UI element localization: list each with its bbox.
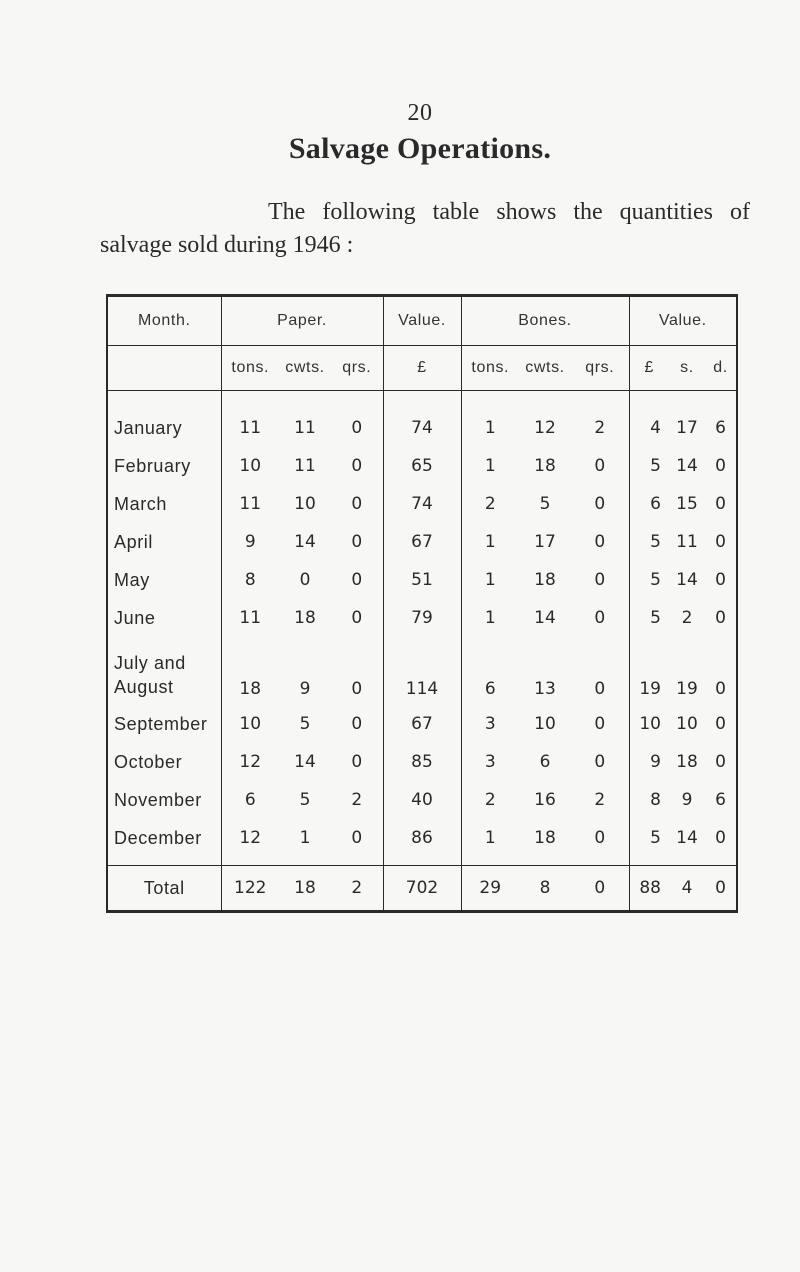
table-row: [107, 705, 737, 743]
cell-p-qrs: 0: [331, 637, 383, 705]
cell-b-tons: 1: [484, 532, 496, 552]
cell-p-qrs: 0: [331, 391, 383, 448]
cell-v-d: 0: [715, 456, 726, 476]
cell-p-cwts: 1: [299, 828, 311, 848]
units-paper-cwts: cwts.: [279, 346, 331, 391]
units-bones-cwts: cwts.: [519, 346, 571, 391]
total-p-qrs: 2: [331, 866, 383, 912]
cell-v-s: 14: [676, 570, 698, 590]
cell-month: November: [107, 781, 221, 819]
salvage-table: [106, 294, 738, 913]
cell-b-tons: 1: [484, 828, 496, 848]
cell-month: September: [107, 705, 221, 743]
table-row: [107, 743, 737, 781]
cell-p-tons: 10: [239, 714, 262, 734]
units-value-pounds: £: [629, 346, 669, 391]
units-bones-qrs: qrs.: [571, 346, 629, 391]
cell-b-qrs: 2: [571, 781, 629, 819]
cell-p-tons: 11: [239, 608, 262, 628]
cell-v-d: 0: [715, 679, 726, 699]
units-value-pence: d.: [705, 346, 737, 391]
header-month: Month.: [107, 296, 221, 346]
total-b-cwts: 8: [519, 866, 571, 912]
header-row: [107, 296, 737, 346]
cell-v-d: 0: [715, 752, 726, 772]
cell-p-cwts: 10: [294, 494, 316, 514]
cell-p-qrs: 2: [331, 781, 383, 819]
cell-b-cwts: 5: [539, 494, 551, 514]
cell-v-s: 19: [676, 679, 698, 699]
cell-p-qrs: 0: [331, 485, 383, 523]
cell-v-d: 0: [715, 608, 726, 628]
cell-p-tons: 18: [239, 679, 262, 699]
cell-b-cwts: 6: [539, 752, 551, 772]
cell-p-cwts: 11: [294, 456, 316, 476]
cell-b-qrs: 0: [571, 485, 629, 523]
cell-p-qrs: 0: [331, 561, 383, 599]
cell-p-qrs: 0: [331, 705, 383, 743]
cell-v-l: 5: [650, 456, 661, 476]
cell-p-tons: 8: [244, 570, 256, 590]
cell-p-cwts: 14: [294, 532, 316, 552]
cell-b-cwts: 14: [534, 608, 556, 628]
cell-month: April: [107, 523, 221, 561]
cell-b-tons: 1: [484, 608, 496, 628]
cell-p-tons: 6: [244, 790, 256, 810]
total-row: [107, 866, 737, 912]
units-value-shillings: s.: [669, 346, 705, 391]
cell-month: July and August: [107, 637, 221, 705]
cell-p-cwts: 18: [294, 608, 316, 628]
cell-p-cwts: 14: [294, 752, 316, 772]
cell-v-s: 10: [676, 714, 698, 734]
cell-p-value: 51: [383, 561, 461, 599]
cell-v-l: 5: [650, 608, 661, 628]
total-b-qrs: 0: [571, 866, 629, 912]
cell-b-tons: 2: [484, 790, 496, 810]
cell-v-s: 17: [676, 418, 698, 438]
cell-b-cwts: 10: [534, 714, 556, 734]
cell-p-qrs: 0: [331, 743, 383, 781]
cell-v-l: 9: [650, 752, 661, 772]
total-b-tons: 29: [461, 866, 519, 912]
header-bones-value: Value.: [629, 296, 737, 346]
cell-v-l: 5: [650, 570, 661, 590]
cell-month: October: [107, 743, 221, 781]
cell-p-cwts: 9: [299, 679, 311, 699]
cell-b-cwts: 16: [534, 790, 556, 810]
total-v-l: 88: [629, 866, 669, 912]
cell-v-l: 10: [639, 714, 661, 734]
table-row: [107, 781, 737, 819]
cell-b-cwts: 18: [534, 570, 556, 590]
cell-p-qrs: 0: [331, 819, 383, 866]
cell-p-qrs: 0: [331, 599, 383, 637]
cell-b-tons: 2: [484, 494, 496, 514]
cell-month: February: [107, 447, 221, 485]
cell-v-s: 14: [676, 456, 698, 476]
cell-month: March: [107, 485, 221, 523]
cell-p-tons: 11: [239, 418, 262, 438]
total-v-d: 0: [705, 866, 737, 912]
cell-v-l: 19: [639, 679, 661, 699]
cell-v-l: 5: [650, 828, 661, 848]
cell-p-value: 65: [383, 447, 461, 485]
cell-b-cwts: 17: [534, 532, 556, 552]
cell-p-value: 114: [383, 637, 461, 705]
units-paper-value: £: [383, 346, 461, 391]
intro-paragraph: The following table shows the quantities of salvage sold during 1946 :: [100, 199, 750, 258]
cell-b-cwts: 18: [534, 456, 556, 476]
cell-v-d: 6: [715, 418, 726, 438]
cell-b-qrs: 0: [571, 523, 629, 561]
cell-p-value: 74: [383, 485, 461, 523]
table-row: [107, 391, 737, 448]
total-month: Total: [107, 866, 221, 912]
total-p-value: 702: [383, 866, 461, 912]
table-row: [107, 485, 737, 523]
cell-v-l: 4: [650, 418, 661, 438]
cell-v-l: 8: [650, 790, 661, 810]
cell-p-tons: 10: [239, 456, 262, 476]
total-p-tons: 122: [221, 866, 279, 912]
table-row: [107, 819, 737, 866]
header-bones: Bones.: [461, 296, 629, 346]
cell-p-tons: 11: [239, 494, 262, 514]
cell-v-l: 6: [650, 494, 661, 514]
cell-v-s: 18: [676, 752, 698, 772]
cell-b-qrs: 0: [571, 447, 629, 485]
cell-p-cwts: 0: [299, 570, 311, 590]
cell-b-cwts: 13: [534, 679, 556, 699]
cell-p-cwts: 11: [294, 418, 316, 438]
page-title: Salvage Operations.: [288, 132, 552, 165]
table-row: [107, 637, 737, 705]
header-paper: Paper.: [221, 296, 383, 346]
cell-month: June: [107, 599, 221, 637]
cell-v-s: 9: [681, 790, 693, 810]
cell-b-qrs: 0: [571, 561, 629, 599]
page-number: 20: [407, 100, 433, 126]
cell-b-qrs: 0: [571, 637, 629, 705]
cell-p-value: 40: [383, 781, 461, 819]
units-month-blank: [107, 346, 221, 391]
units-bones-tons: tons.: [461, 346, 519, 391]
cell-b-tons: 3: [484, 752, 496, 772]
cell-p-cwts: 5: [299, 714, 311, 734]
cell-b-cwts: 12: [534, 418, 556, 438]
cell-p-tons: 12: [239, 752, 262, 772]
cell-p-cwts: 5: [299, 790, 311, 810]
cell-v-d: 0: [715, 570, 726, 590]
cell-b-qrs: 0: [571, 599, 629, 637]
header-paper-value: Value.: [383, 296, 461, 346]
salvage-table-container: [106, 294, 736, 913]
cell-b-tons: 3: [484, 714, 496, 734]
table-row: [107, 561, 737, 599]
cell-p-value: 74: [383, 391, 461, 448]
cell-b-qrs: 2: [571, 391, 629, 448]
cell-b-tons: 1: [484, 456, 496, 476]
cell-b-tons: 1: [484, 570, 496, 590]
cell-v-d: 0: [715, 532, 726, 552]
cell-v-d: 0: [715, 828, 726, 848]
cell-p-value: 67: [383, 523, 461, 561]
table-row: [107, 523, 737, 561]
cell-p-qrs: 0: [331, 447, 383, 485]
table-row: [107, 599, 737, 637]
cell-v-s: 15: [676, 494, 698, 514]
cell-b-qrs: 0: [571, 819, 629, 866]
cell-v-d: 0: [715, 494, 726, 514]
units-paper-tons: tons.: [221, 346, 279, 391]
cell-v-s: 14: [676, 828, 698, 848]
cell-month: January: [107, 391, 221, 448]
units-paper-qrs: qrs.: [331, 346, 383, 391]
cell-v-s: 11: [676, 532, 698, 552]
cell-p-value: 85: [383, 743, 461, 781]
cell-v-s: 2: [681, 608, 693, 628]
cell-v-l: 5: [650, 532, 661, 552]
cell-b-qrs: 0: [571, 743, 629, 781]
table-body: [107, 391, 737, 912]
cell-p-tons: 12: [239, 828, 262, 848]
total-p-cwts: 18: [279, 866, 331, 912]
cell-p-qrs: 0: [331, 523, 383, 561]
cell-b-tons: 6: [484, 679, 496, 699]
cell-p-value: 67: [383, 705, 461, 743]
cell-p-tons: 9: [244, 532, 256, 552]
cell-b-qrs: 0: [571, 705, 629, 743]
cell-b-tons: 1: [484, 418, 496, 438]
units-row: [107, 346, 737, 391]
cell-month: December: [107, 819, 221, 866]
cell-b-cwts: 18: [534, 828, 556, 848]
cell-v-d: 0: [715, 714, 726, 734]
cell-v-d: 6: [715, 790, 726, 810]
table-row: [107, 447, 737, 485]
cell-month: May: [107, 561, 221, 599]
cell-p-value: 79: [383, 599, 461, 637]
total-v-s: 4: [669, 866, 705, 912]
cell-p-value: 86: [383, 819, 461, 866]
